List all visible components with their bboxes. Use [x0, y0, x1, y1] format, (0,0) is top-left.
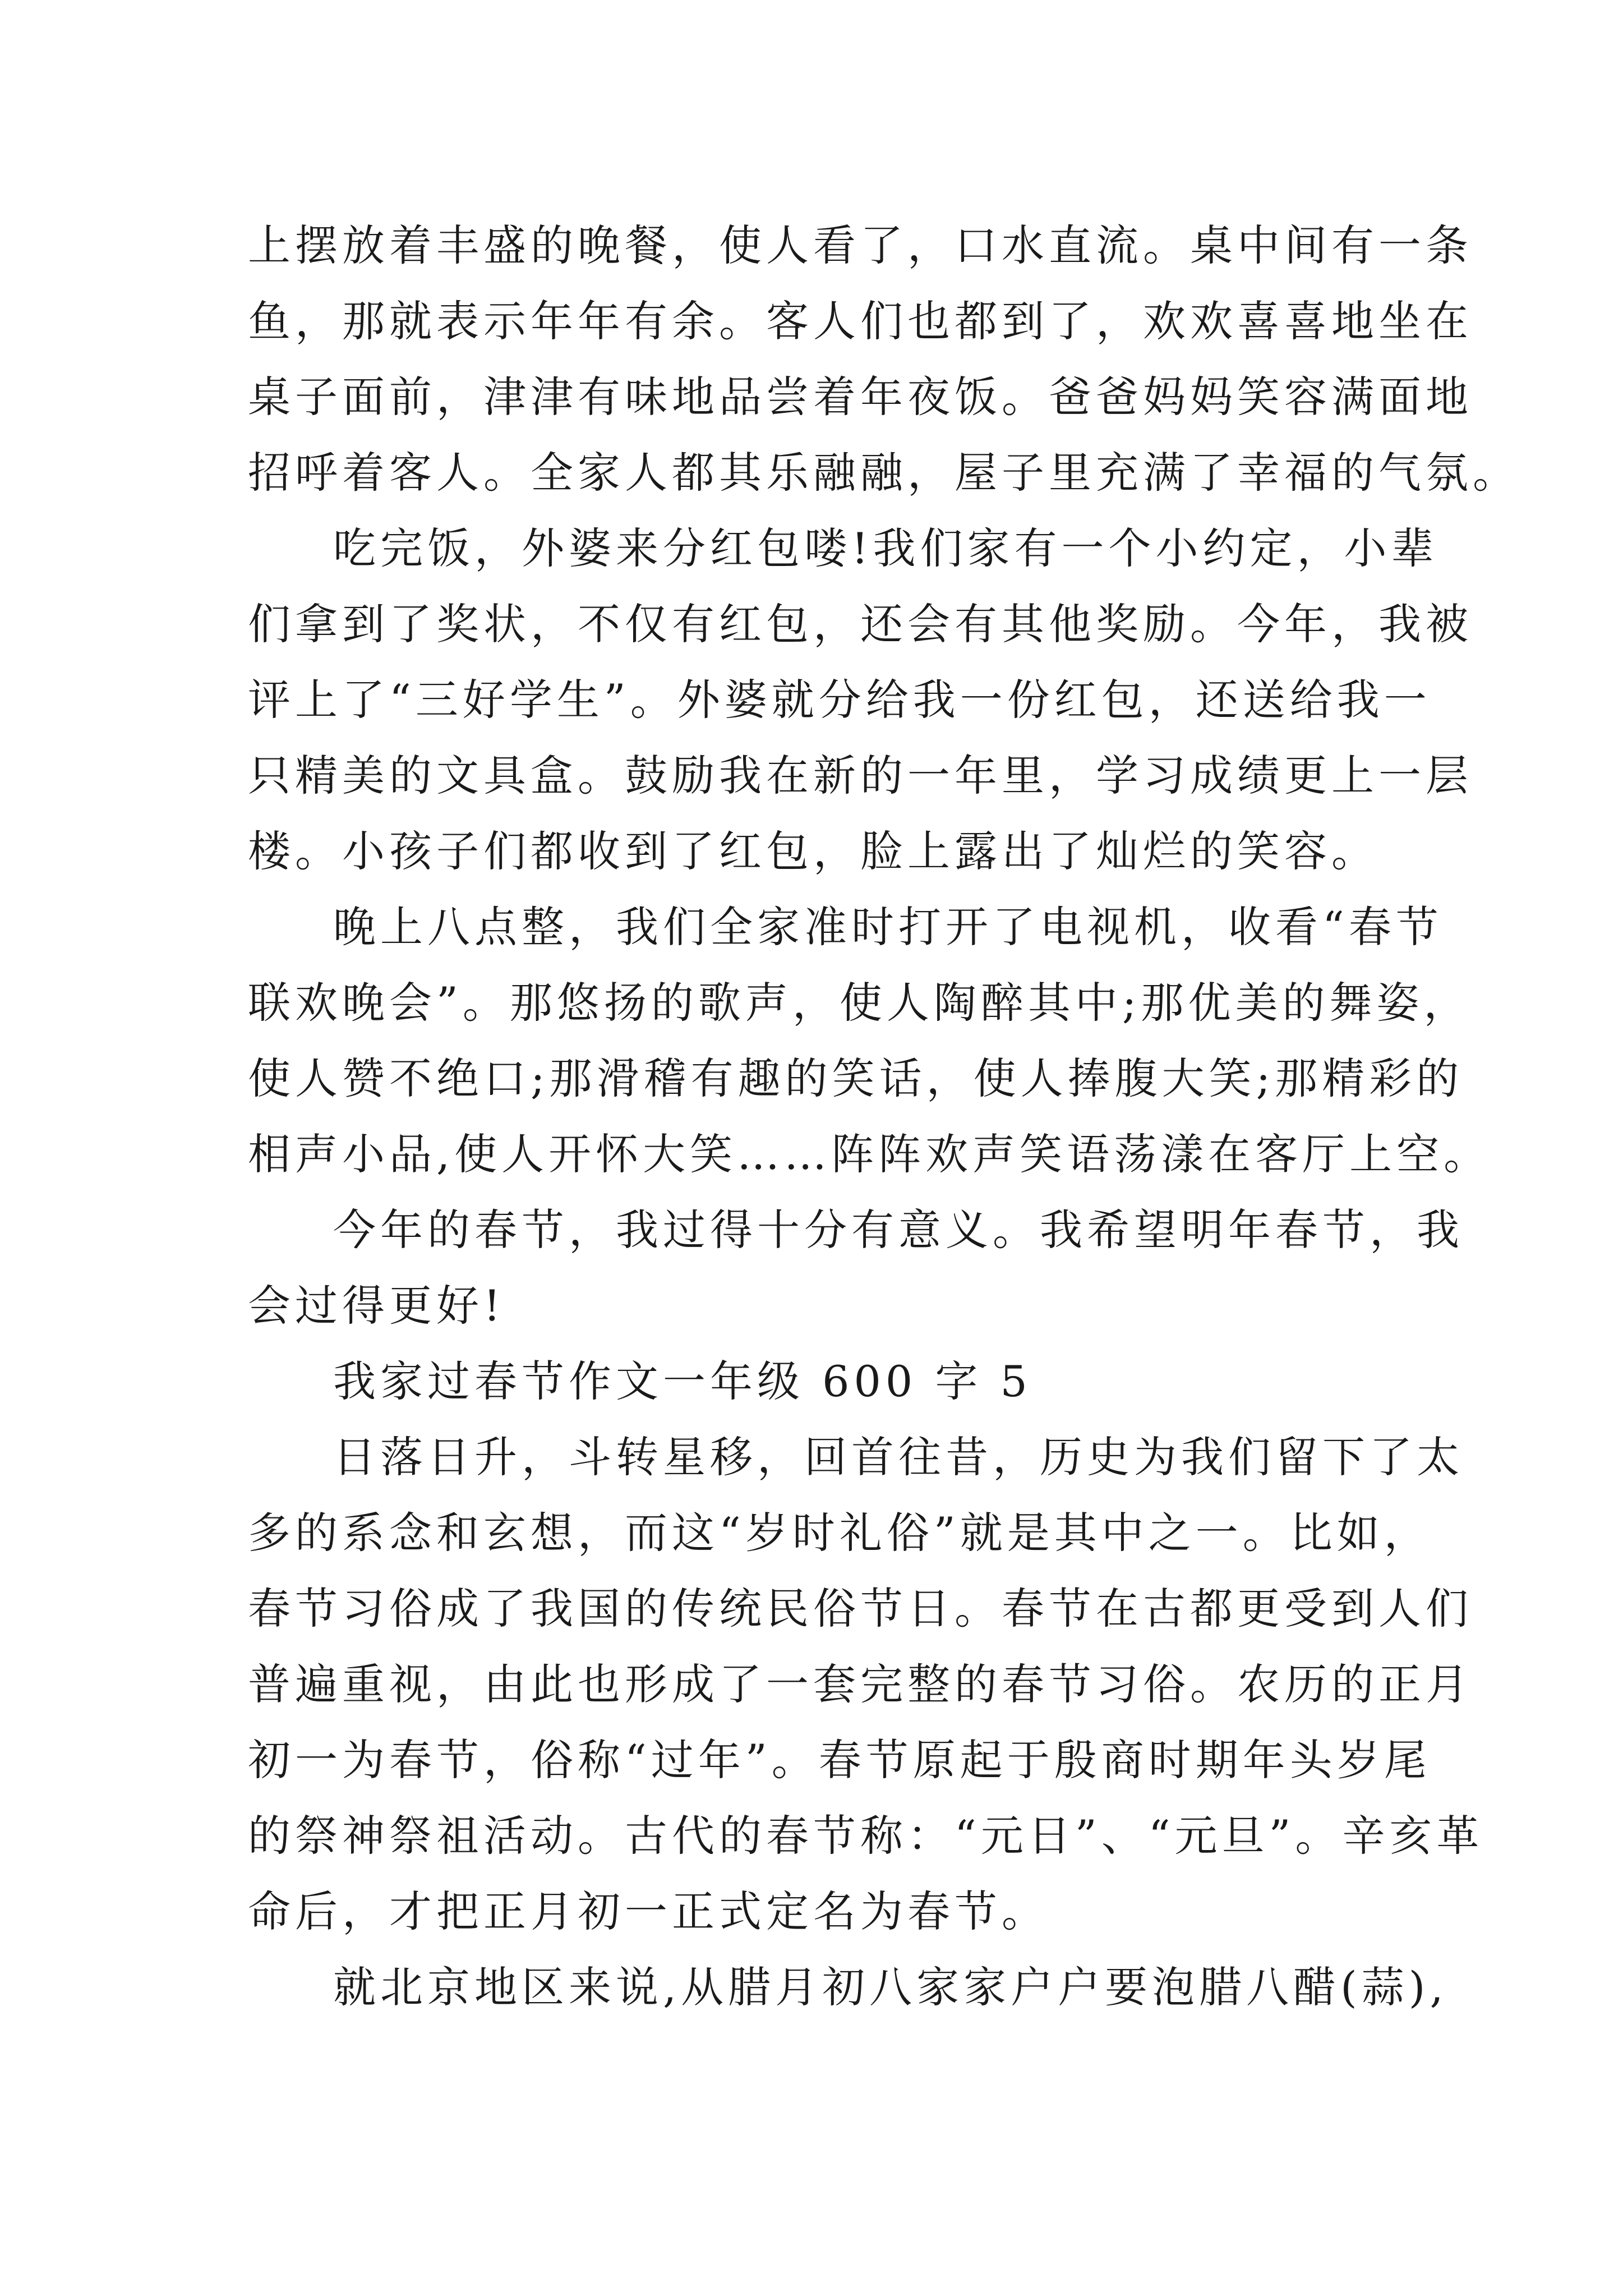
paragraph-start-line: 日落日升，斗转星移，回首往昔，历史为我们留下了太 — [333, 1432, 1464, 1482]
paragraph-start-line: 今年的春节，我过得十分有意义。我希望明年春节，我 — [333, 1205, 1464, 1255]
text-line: 们拿到了奖状，不仅有红包，还会有其他奖励。今年，我被 — [248, 599, 1473, 649]
text-line: 相声小品,使人开怀大笑……阵阵欢声笑语荡漾在客厅上空。 — [248, 1129, 1491, 1179]
text-line: 鱼，那就表示年年有余。客人们也都到了，欢欢喜喜地坐在 — [248, 296, 1473, 346]
text-line: 上摆放着丰盛的晚餐，使人看了，口水直流。桌中间有一条 — [248, 220, 1473, 270]
text-line: 使人赞不绝口;那滑稽有趣的笑话，使人捧腹大笑;那精彩的 — [248, 1053, 1464, 1103]
paragraph-start-line: 就北京地区来说,从腊月初八家家户户要泡腊八醋(蒜), — [333, 1962, 1448, 2012]
text-line: 命后，才把正月初一正式定名为春节。 — [248, 1887, 1049, 1936]
text-line: 评上了“三好学生”。外婆就分给我一份红包，还送给我一 — [248, 675, 1431, 725]
body-text — [248, 208, 1520, 2025]
text-line: 春节习俗成了我国的传统民俗节日。春节在古都更受到人们 — [248, 1584, 1473, 1634]
text-line: 初一为春节，俗称“过年”。春节原起于殷商时期年头岁尾 — [248, 1735, 1431, 1785]
text-line: 招呼着客人。全家人都其乐融融，屋子里充满了幸福的气氛。 — [248, 448, 1520, 498]
text-line: 只精美的文具盒。鼓励我在新的一年里，学习成绩更上一层 — [248, 751, 1473, 800]
section-heading: 我家过春节作文一年级 600 字 5 — [333, 1356, 1032, 1406]
text-line: 会过得更好! — [248, 1281, 505, 1331]
text-line: 的祭神祭祖活动。古代的春节称：“元日”、“元旦”。辛亥革 — [248, 1811, 1484, 1861]
text-line: 楼。小孩子们都收到了红包，脸上露出了灿烂的笑容。 — [248, 826, 1378, 876]
text-line: 联欢晚会”。那悠扬的歌声，使人陶醉其中;那优美的舞姿， — [248, 978, 1471, 1028]
paragraph-start-line: 晚上八点整，我们全家准时打开了电视机，收看“春节 — [333, 902, 1443, 952]
paragraph-start-line: 吃完饭，外婆来分红包喽!我们家有一个小约定，小辈 — [333, 523, 1438, 573]
text-line: 桌子面前，津津有味地品尝着年夜饭。爸爸妈妈笑容满面地 — [248, 372, 1473, 422]
text-line: 普遍重视，由此也形成了一套完整的春节习俗。农历的正月 — [248, 1659, 1473, 1709]
text-line: 多的系念和玄想，而这“岁时礼俗”就是其中之一。比如， — [248, 1508, 1431, 1558]
